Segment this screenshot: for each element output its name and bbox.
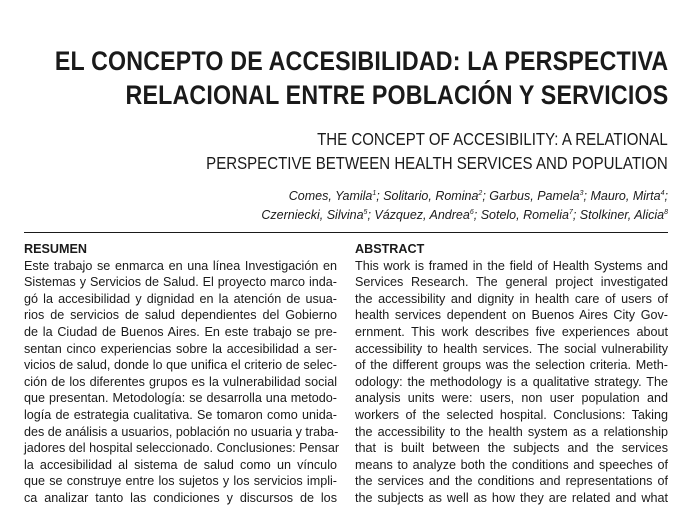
affiliation-mark: 2 xyxy=(478,189,483,197)
resumen-line: que se construye entre los sujetos y los servicios impli- xyxy=(24,474,337,489)
abstract-line: that is built between the subjects and the services xyxy=(355,441,668,456)
author-name: Solitario, Romina xyxy=(383,189,479,203)
affiliation-mark: 1 xyxy=(372,189,377,197)
author-separator: ; xyxy=(664,189,668,203)
abstract-line: odology: the methodology is a qualitative strategy. The xyxy=(355,374,668,389)
abstract-line: the accessibility and dignity in health care of users of xyxy=(355,291,668,306)
resumen-column xyxy=(24,241,340,507)
author-separator: ; xyxy=(583,189,591,203)
author-name: Stolkiner, Alicia xyxy=(579,208,665,222)
author-name: Vázquez, Andrea xyxy=(374,208,470,222)
abstract-line: accessibility to health services. The social vulnerability xyxy=(355,341,668,356)
abstract-line: means to analyze both the conditions and speeches of xyxy=(355,457,668,472)
abstract-body xyxy=(355,258,668,507)
author-name: Garbus, Pamela xyxy=(489,189,580,203)
abstract-line: the subjects as well as how they are related and what xyxy=(355,490,668,505)
resumen-line: jadores del hospital seleccionado. Conclusiones: Pensar xyxy=(24,441,340,456)
abstract-column xyxy=(355,241,668,507)
resumen-line: vicios de salud, donde lo que unifica el criterio de selec- xyxy=(24,358,337,373)
affiliation-mark: 5 xyxy=(363,208,368,216)
resumen-line: Este trabajo se enmarca en una línea Investigación en xyxy=(24,258,337,273)
abstract-line: health services dependent on Buenos Aires City Gov- xyxy=(355,308,668,323)
section-divider xyxy=(24,232,668,233)
author-line-1 xyxy=(261,187,668,206)
resumen-line: de la Ciudad de Buenos Aires. En este trabajo se pre- xyxy=(24,324,337,339)
resumen-line: logía de estrategia cualitativa. Se tomaron como unida- xyxy=(24,407,337,422)
affiliation-mark: 3 xyxy=(579,189,584,197)
abstract-line: Services Research. The general project investigated xyxy=(355,275,668,290)
spanish-title-line-2: RELACIONAL ENTRE POBLACIÓN Y SERVICIOS xyxy=(125,80,669,110)
affiliation-mark: 7 xyxy=(568,208,573,216)
resumen-line: gó la accesibilidad y dignidad en la atención de usua- xyxy=(24,291,337,306)
resumen-line: Sistemas y Servicios de Salud. El proyecto marco inda- xyxy=(24,275,337,290)
abstract-heading: ABSTRACT xyxy=(355,242,425,256)
author-name: Mauro, Mirta xyxy=(590,189,661,203)
resumen-line: des de análisis a usuarios, población no usuaria y traba- xyxy=(24,424,339,439)
affiliation-mark: 8 xyxy=(664,208,668,216)
author-name: Czerniecki, Silvina xyxy=(261,208,364,222)
author-line-2 xyxy=(261,206,668,225)
english-title-line-2: PERSPECTIVE BETWEEN HEALTH SERVICES AND POPULATION xyxy=(206,153,668,173)
affiliation-mark: 6 xyxy=(469,208,474,216)
affiliation-mark: 4 xyxy=(660,189,665,197)
english-title-line-1: THE CONCEPT OF ACCESIBILITY: A RELATIONAL xyxy=(317,129,668,149)
resumen-line: que presentan. Metodología: se desarrolla una metodo- xyxy=(24,391,337,406)
abstract-line: analysis units were: users, non user population and xyxy=(355,391,668,406)
author-separator: ; xyxy=(367,208,375,222)
resumen-line: rios de servicios de salud dependientes del Gobierno xyxy=(24,308,337,323)
spanish-title xyxy=(54,44,668,112)
abstract-line: the services and the conditions and representations of xyxy=(355,474,668,489)
resumen-body xyxy=(24,258,340,507)
spanish-title-line-1: EL CONCEPTO DE ACCESIBILIDAD: LA PERSPECTIVA xyxy=(54,46,668,76)
abstract-line: ernment. This work describes five experiences about xyxy=(355,324,668,339)
author-separator: ; xyxy=(473,208,481,222)
author-separator: ; xyxy=(572,208,580,222)
abstract-line: of the different groups was the selection criteria. Meth- xyxy=(355,358,668,373)
abstract-line: the accessibility to the health system as a relationship xyxy=(355,424,668,439)
resumen-line: ca analizar tanto las condiciones y discursos de los xyxy=(24,490,337,505)
resumen-line: la accesibilidad al sistema de salud como un vínculo xyxy=(24,457,337,472)
author-name: Sotelo, Romelia xyxy=(480,208,569,222)
abstract-line: workers of the selected hospital. Conclusions: Taking xyxy=(355,407,668,422)
abstract-line: This work is framed in the field of Health Systems and xyxy=(355,258,668,273)
author-separator: ; xyxy=(376,189,384,203)
resumen-line: sentan cinco experiencias sobre la accesibilidad a ser- xyxy=(24,341,337,356)
author-separator: ; xyxy=(482,189,490,203)
author-list xyxy=(261,187,668,225)
english-title xyxy=(206,127,668,175)
author-name: Comes, Yamila xyxy=(288,189,373,203)
resumen-heading: RESUMEN xyxy=(24,242,87,256)
resumen-line: ción de los diferentes grupos es la vulnerabilidad social xyxy=(24,374,337,389)
